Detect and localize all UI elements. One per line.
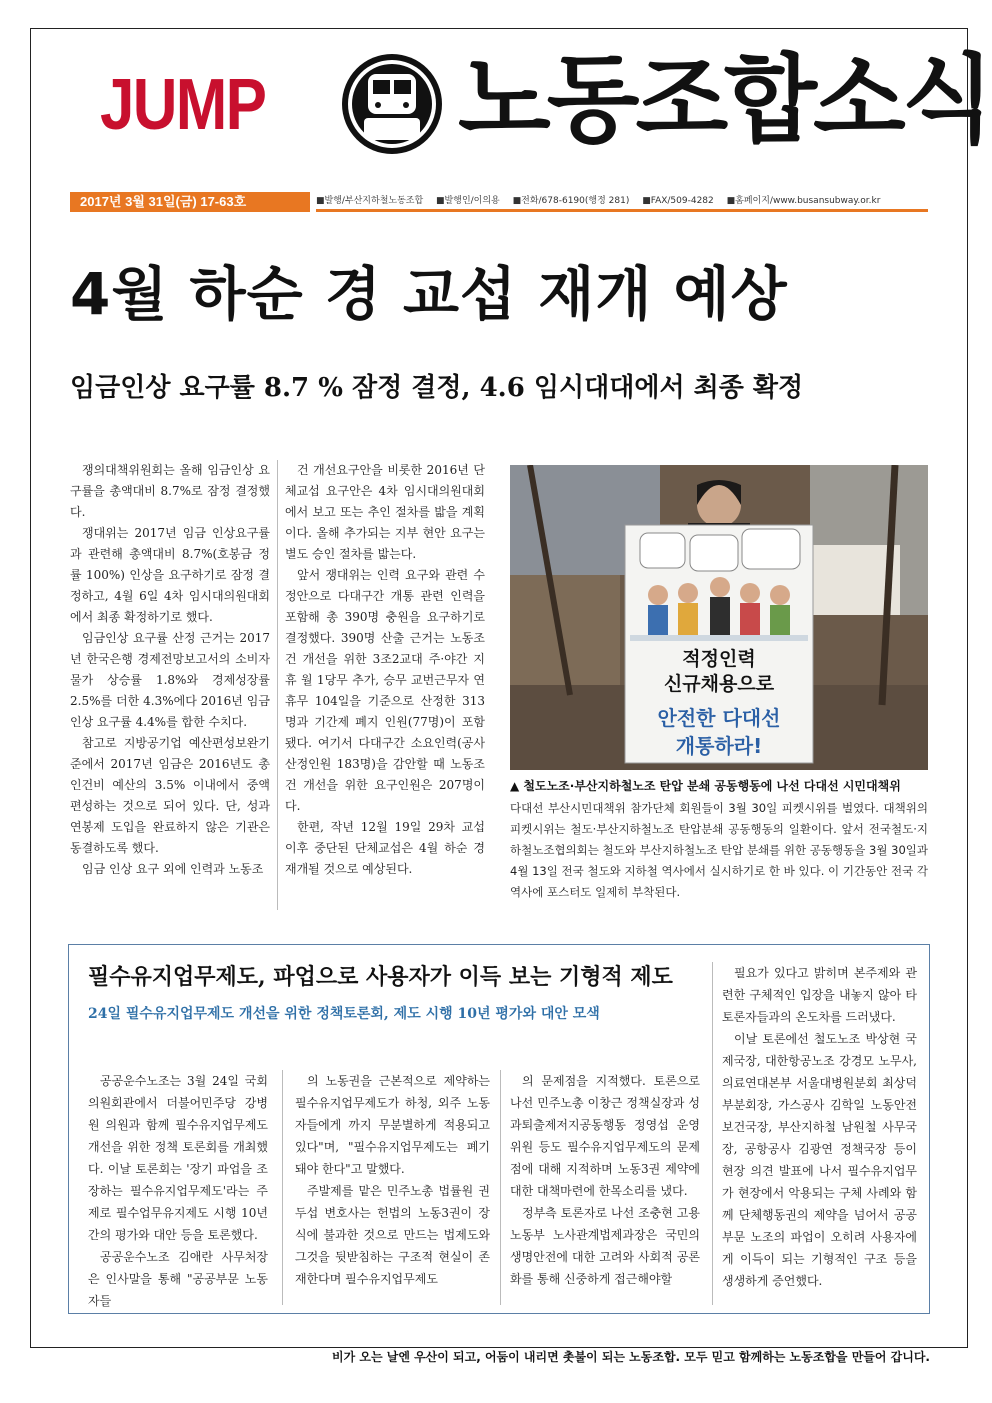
protest-photo — [510, 465, 928, 770]
paragraph: 이날 토론에선 철도노조 박상현 국제국장, 대한항공노조 강경모 노무사, 의료연대본부 서울대병원분회 최상덕 부분회장, 가스공사 김학일 노동안전보건국장, 부산지하철 남원철 사무국장, 공항공사 김광연 정책국장 등이 현장 의견 발표에 나서 필수유지업무가 현장에서 악용되는 구체 사례와 함께 단체행동권의 제약을 넘어서 공공부문 노조의 파업이 오히려 사용자에게 이득이 되는 기형적인 구조 등을 생생하게 증언했다. — [722, 1032, 917, 1288]
paragraph: 공공운수노조는 3월 24일 국회의원회관에서 더불어민주당 강병원 의원과 함께 필수유지업무제도개선을 위한 정책 토론회를 개최했다. 이날 토론회는 '장기 파업을 조장하는 필수유지업무제도'라는 주제로 필수업무유지제도 시행 10년간의 평가와 대안 등을 토론했다. — [88, 1074, 268, 1242]
paragraph: 쟁의대책위원회는 올해 임금인상 요구률을 총액대비 8.7%로 잠정 결정했다. — [70, 463, 270, 519]
phone: ■전화/678-6190(행정 281) — [512, 196, 630, 206]
subway-union-emblem — [340, 52, 444, 156]
paragraph: 의 문제점을 지적했다. 토론으로 나선 민주노총 이창근 정책실장과 성과퇴출제저지공동행동 정영섭 운영위원 등도 필수유지업무제도의 문제점에 대해 지적하며 노동3권 제약에 대한 대책마련에 한목소리를 냈다. — [510, 1074, 700, 1198]
article2-subtitle: 24일 필수유지업무제도 개선을 위한 정책토론회, 제도 시행 10년 평가와 대안 모색 — [88, 1006, 600, 1022]
paragraph: 참고로 지방공기업 예산편성보완기준에서 2017년 임금은 2016년도 총인건비 예산의 3.5% 이내에서 중액 편성하는 것으로 되어 있다. 단, 성과연봉제 도입을 완료하지 않은 기관은 동결하도록 했다. — [70, 736, 270, 855]
article2-column-2 — [295, 1070, 490, 1290]
photo-caption-title: ▲ 철도노조·부산지하철노조 탄압 분쇄 공동행동에 나선 다대선 시민대책위 — [510, 779, 901, 793]
paragraph: 쟁대위는 2017년 임금 인상요구률과 관련해 총액대비 8.7%(호봉금 정률 100%) 인상을 요구하기로 잠정 결정하고, 4월 6일 4차 임시대의원대회에서 최종 확정하기로 했다. — [70, 526, 270, 624]
issue-date-bar: 2017년 3월 31일(금) 17-63호 — [70, 192, 310, 212]
publication-info — [316, 192, 928, 212]
paragraph: 앞서 쟁대위는 인력 요구와 관련 수정안으로 다대구간 개통 관련 인력을 포함해 총 390명 충원을 요구하기로 결정했다. 390명 산출 근거는 노동조건 개선을 위한 3조2교대 주·야간 지휴 월 1당무 추가, 승무 교번근무자 연 휴무 104일을 기준으로 산정한 313명과 기간제 폐지 인원(77명)이 포함됐다. 여기서 다대구간 소요인력(공사 산정인원 183명)을 감안할 때 노동조건 개선을 위한 요구인원은 207명이다. — [285, 568, 485, 813]
paragraph: 임금 인상 요구 외에 인력과 노동조 — [82, 862, 264, 876]
fax: ■FAX/509-4282 — [642, 196, 714, 206]
sign-line-4: 개통하라! — [675, 734, 763, 758]
column-divider — [282, 1070, 283, 1305]
article1-column-2 — [285, 460, 485, 880]
article2-column-4 — [722, 962, 917, 1292]
paragraph: 공공운수노조 김애란 사무처장은 인사말을 통해 "공공부문 노동자들 — [88, 1250, 268, 1308]
paragraph: 의 노동권을 근본적으로 제약하는 필수유지업무제도가 하청, 외주 노동자들에게 까지 무분별하게 적용되고 있다"며, "필수유지업무제도는 폐기돼야 한다"고 말했다. — [295, 1074, 490, 1176]
paragraph: 주발제를 맡은 민주노총 법률원 권두섭 변호사는 헌법의 노동3권이 장식에 불과한 것으로 만드는 법제도와 그것을 뒷받침하는 구조적 현실이 존재한다며 필수유지업무제도 — [295, 1184, 490, 1286]
footer-slogan: 비가 오는 날엔 우산이 되고, 어둠이 내리면 촛불이 되는 노동조합. 모두 믿고 함께하는 노동조합을 만들어 갑니다. — [332, 1350, 930, 1364]
homepage-link[interactable]: ■홈페이지/www.busansubway.or.kr — [726, 196, 881, 206]
column-divider — [277, 460, 278, 910]
sign-line-1: 적정인력 — [682, 648, 756, 670]
sign-line-2: 신규채용으로 — [663, 673, 775, 695]
paragraph: 필요가 있다고 밝히며 본주제와 관련한 구체적인 입장을 내놓지 않아 타 토론자들과의 온도차를 드러냈다. — [722, 966, 917, 1024]
photo-caption-body: 다대선 부산시민대책위 참가단체 회원들이 3월 30일 피켓시위를 벌였다. 대책위의 피켓시위는 철도·부산지하철노조 탄압분쇄 공동행동의 일환이다. 앞서 전국철도·지하철노조협의회는 철도와 부산지하철노조 탄압 분쇄를 위한 공동행동을 3월 30일과 4월 13일 전국 철도와 지하철 역사에서 실시하기로 한 바 있다. 이 기간동안 전국 각 역사에 포스터도 일제히 부착된다. — [510, 801, 928, 899]
paragraph: 건 개선요구안을 비롯한 2016년 단체교섭 요구안은 4차 임시대의원대회에서 보고 또는 추인 절차를 밟을 계획이다. 올해 추가되는 지부 현안 요구는 별도 승인 절차를 밟는다. — [285, 463, 485, 561]
newsletter-masthead: 노동조합소식 — [458, 43, 991, 156]
publisher: ■발행/부산지하철노동조합 — [316, 196, 424, 206]
paragraph: 정부측 토론자로 나선 조충현 고용노동부 노사관계법제과장은 국민의 생명안전에 대한 고려와 사회적 공론화를 통해 신중하게 접근해야할 — [510, 1206, 700, 1286]
jump-logo: JUMP — [100, 65, 266, 145]
article1-column-1 — [70, 460, 270, 880]
article2-title: 필수유지업무제도, 파업으로 사용자가 이득 보는 기형적 제도 — [88, 964, 673, 990]
editor: ■발행인/이의용 — [436, 196, 500, 206]
paragraph: 임금인상 요구률 산정 근거는 2017년 한국은행 경제전망보고서의 소비자물가 상승률 1.8%와 경제성장률 2.5%를 더한 4.3%에다 2016년 임금인상 요구률 4.4%를 합한 수치다. — [70, 631, 270, 729]
sign-line-3: 안전한 다대선 — [657, 706, 781, 730]
column-divider — [500, 1070, 501, 1305]
column-divider — [712, 962, 713, 1305]
main-headline: 4월 하순 경 교섭 재개 예상 — [70, 260, 788, 328]
paragraph: 한편, 작년 12월 19일 29차 교섭 이후 중단된 단체교섭은 4월 하순 경 재개될 것으로 예상된다. — [285, 820, 485, 876]
main-subhead: 임금인상 요구률 8.7 % 잠정 결정, 4.6 임시대대에서 최종 확정 — [70, 373, 804, 403]
article2-column-3 — [510, 1070, 700, 1290]
article2-column-1 — [88, 1070, 268, 1312]
